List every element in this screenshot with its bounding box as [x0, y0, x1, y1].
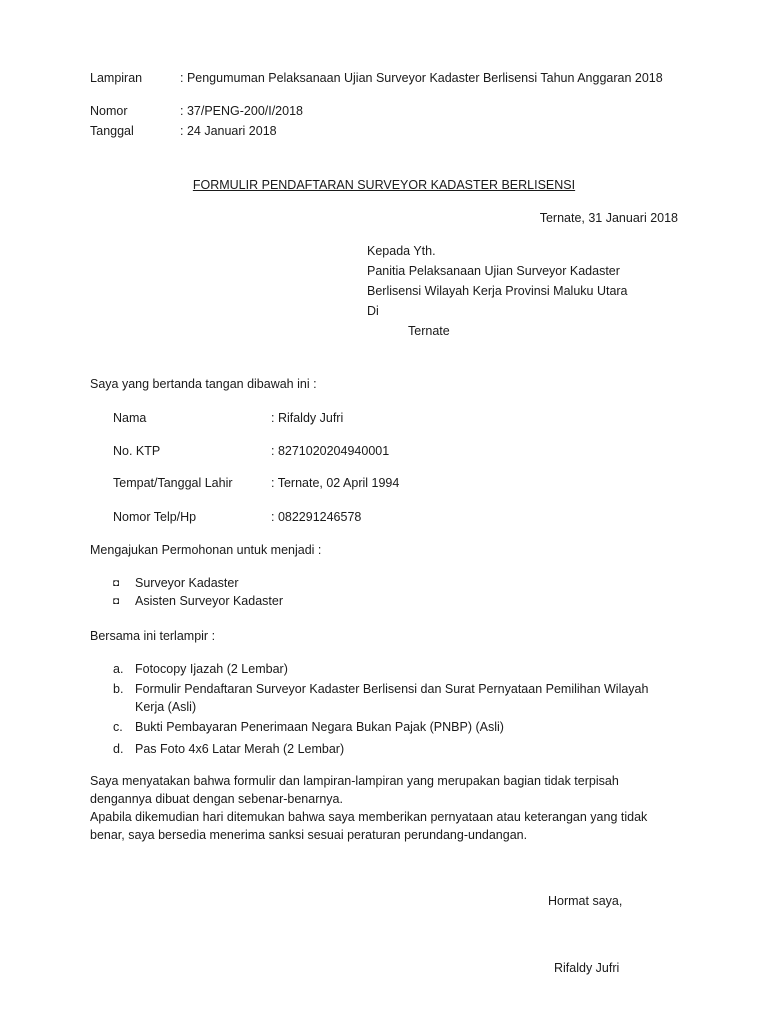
field-value-nama: : Rifaldy Jufri: [271, 411, 344, 425]
apply-text: Mengajukan Permohonan untuk menjadi :: [90, 543, 322, 557]
field-label-ktp: No. KTP: [113, 444, 161, 458]
checkbox-icon[interactable]: ◘: [113, 596, 120, 607]
option-asisten: Asisten Surveyor Kadaster: [135, 594, 283, 608]
recipient-line: Panitia Pelaksanaan Ujian Surveyor Kadaster: [367, 264, 620, 278]
statement-line: Saya menyatakan bahwa formulir dan lampiran-lampiran yang merupakan bagian tidak terpisah: [90, 774, 619, 788]
option-surveyor: Surveyor Kadaster: [135, 576, 239, 590]
attachment-marker: b.: [113, 682, 124, 696]
tanggal-value: : 24 Januari 2018: [180, 124, 277, 138]
recipient-line: Kepada Yth.: [367, 244, 436, 258]
field-label-nama: Nama: [113, 411, 147, 425]
closing-text: Hormat saya,: [548, 894, 623, 908]
recipient-line: Berlisensi Wilayah Kerja Provinsi Maluku Utara: [367, 284, 628, 298]
tanggal-label: Tanggal: [90, 124, 134, 138]
place-date: Ternate, 31 Januari 2018: [539, 211, 678, 225]
intro-text: Saya yang bertanda tangan dibawah ini :: [90, 377, 317, 391]
attachment-marker: a.: [113, 662, 124, 676]
checkbox-icon[interactable]: ◘: [113, 578, 120, 589]
nomor-label: Nomor: [90, 104, 128, 118]
recipient-city: Ternate: [408, 324, 450, 338]
attachment-item-continued: Kerja (Asli): [135, 700, 197, 714]
lampiran-label: Lampiran: [90, 71, 143, 85]
attachment-marker: c.: [113, 720, 123, 734]
lampiran-value: : Pengumuman Pelaksanaan Ujian Surveyor Kadaster Berlisensi Tahun Anggaran 2018: [180, 71, 663, 85]
nomor-value: : 37/PENG-200/I/2018: [180, 104, 303, 118]
signer-name: Rifaldy Jufri: [554, 961, 620, 975]
field-label-telp: Nomor Telp/Hp: [113, 510, 197, 524]
attachment-item: Fotocopy Ijazah (2 Lembar): [135, 662, 288, 676]
attach-text: Bersama ini terlampir :: [90, 629, 216, 643]
attachment-item: Pas Foto 4x6 Latar Merah (2 Lembar): [135, 742, 345, 756]
field-value-telp: : 082291246578: [271, 510, 362, 524]
field-label-ttl: Tempat/Tanggal Lahir: [113, 476, 233, 490]
form-title: FORMULIR PENDAFTARAN SURVEYOR KADASTER BERLISENSI: [192, 178, 576, 192]
statement-line: dengannya dibuat dengan sebenar-benarnya.: [90, 792, 343, 806]
attachment-item: Formulir Pendaftaran Surveyor Kadaster Berlisensi dan Surat Pernyataan Pemilihan Wilayah: [135, 682, 649, 696]
field-value-ttl: : Ternate, 02 April 1994: [271, 476, 400, 490]
attachment-marker: d.: [113, 742, 124, 756]
field-value-ktp: : 8271020204940001: [271, 444, 390, 458]
attachment-item: Bukti Pembayaran Penerimaan Negara Bukan Pajak (PNBP) (Asli): [135, 720, 504, 734]
statement-line: Apabila dikemudian hari ditemukan bahwa saya memberikan pernyataan atau keterangan yang tidak: [90, 810, 648, 824]
statement-line: benar, saya bersedia menerima sanksi sesuai peraturan perundang-undangan.: [90, 828, 528, 842]
recipient-line: Di: [367, 304, 379, 318]
